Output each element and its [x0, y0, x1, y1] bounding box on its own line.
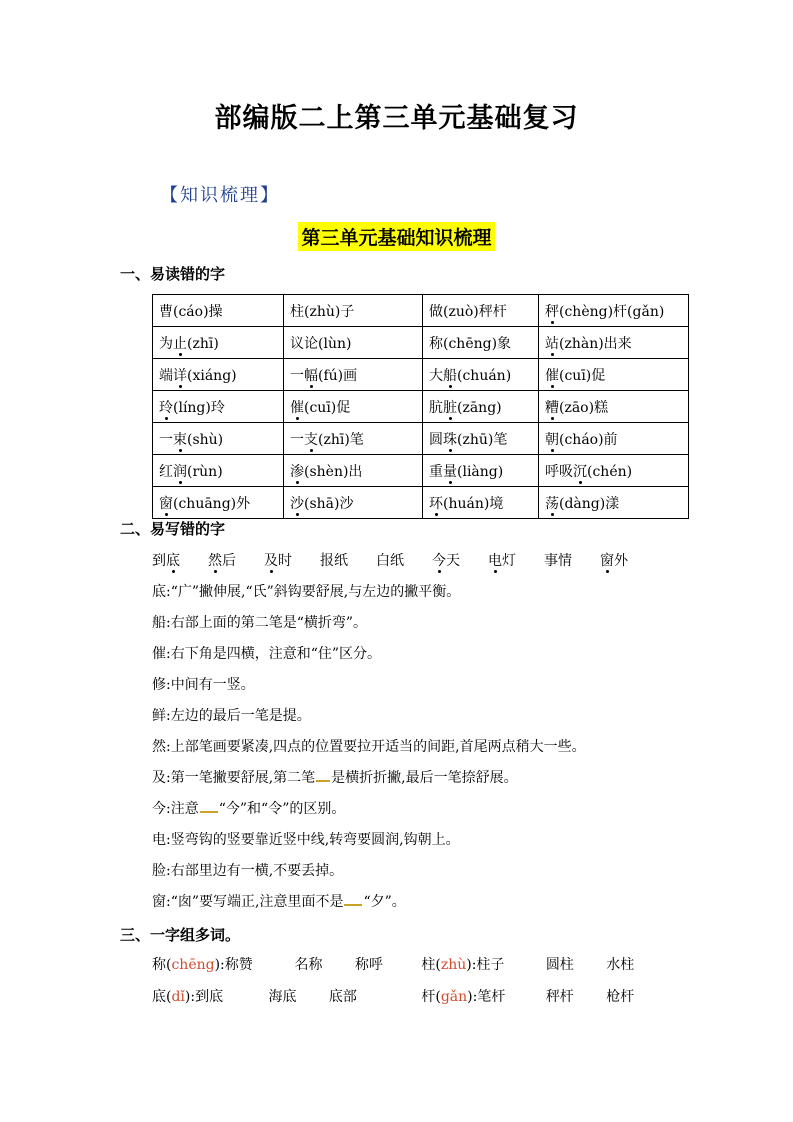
- dotted-char: 脏: [443, 397, 457, 417]
- dotted-char: 玲: [159, 397, 173, 417]
- word-item: [432, 550, 460, 570]
- note-line: [152, 829, 460, 849]
- note-line: [152, 767, 518, 787]
- cell-text: (zāo)糕: [559, 399, 609, 416]
- miswritten-words: [152, 550, 656, 570]
- dotted-char: 幅: [304, 365, 318, 385]
- note-text: 电:竖弯钩的竖要靠近竖中线,转弯要圆润,钩朝上。: [152, 832, 460, 848]
- note-text: 及:第一笔撇要舒展,第二笔: [152, 770, 316, 786]
- note-line: [152, 705, 311, 725]
- note-text: 今:注意: [152, 801, 199, 817]
- cell-text: (chuán): [457, 367, 512, 384]
- table-row: [153, 359, 689, 391]
- table-cell: [423, 295, 539, 327]
- section1-title: 一、易读错的字: [120, 265, 226, 283]
- word-group-head-1: 底(dǐ):到底: [152, 989, 224, 1005]
- dotted-char: 窗: [600, 550, 614, 570]
- cell-text: (huán)境: [443, 495, 504, 512]
- word-item: 海底: [268, 989, 297, 1005]
- cell-text: (chèng)杆(gǎn): [559, 303, 665, 320]
- dotted-char: 催: [290, 397, 304, 417]
- fill-blank: [344, 893, 362, 906]
- note-line: [152, 798, 345, 818]
- table-cell: [284, 455, 423, 487]
- cell-text: 一: [290, 367, 304, 384]
- table-row: [153, 423, 689, 455]
- word-item: 底部: [328, 989, 357, 1005]
- cell-text: 红: [159, 463, 173, 480]
- table-cell: [539, 487, 689, 519]
- table-cell: [539, 327, 689, 359]
- dotted-char: 渗: [290, 461, 304, 481]
- word-text: 到: [152, 553, 166, 569]
- word-item: [544, 550, 572, 570]
- cell-text: (cháo)前: [559, 431, 618, 448]
- word-group-line-1: [152, 954, 634, 974]
- dotted-char: 珠: [443, 429, 457, 449]
- dotted-char: 窗: [159, 493, 173, 513]
- note-text: 底:“广”撇伸展,“氏”斜钩要舒展,与左边的撇平衡。: [152, 584, 461, 600]
- fill-blank: [200, 800, 218, 813]
- cell-text: (rùn): [187, 463, 223, 480]
- table-cell: [423, 359, 539, 391]
- highlight-title-wrap: [0, 222, 793, 251]
- table-cell: [153, 423, 284, 455]
- note-line: [152, 736, 586, 756]
- table-cell: [539, 423, 689, 455]
- table-cell: [284, 423, 423, 455]
- table-row: [153, 295, 689, 327]
- dotted-char: 荡: [545, 493, 559, 513]
- note-line: [152, 612, 367, 632]
- note-text: 修:中间有一竖。: [152, 677, 255, 693]
- dotted-char: 沙: [290, 493, 304, 513]
- table-cell: [153, 359, 284, 391]
- word-text: 外: [614, 553, 628, 569]
- misread-table: [152, 294, 689, 519]
- table-cell: [284, 295, 423, 327]
- cell-text: 圆: [429, 431, 443, 448]
- dotted-char: 束: [173, 429, 187, 449]
- cell-text: 柱(zhù)子: [290, 303, 355, 320]
- table-row: [153, 327, 689, 359]
- note-line: [152, 860, 343, 880]
- note-text: 窗:“囱”要写端正,注意里面不是: [152, 894, 344, 910]
- cell-text: 一: [159, 431, 173, 448]
- word-item: [320, 550, 348, 570]
- fill-blank: [316, 769, 330, 782]
- cell-text: (shèn)出: [304, 463, 363, 480]
- table-cell: [539, 295, 689, 327]
- word-item: [488, 550, 516, 570]
- table-cell: [284, 327, 423, 359]
- word-text: 时: [278, 553, 292, 569]
- word-text: 报纸: [320, 553, 348, 569]
- dotted-char: 电: [488, 550, 502, 570]
- dotted-char: 秤: [545, 301, 559, 321]
- word-item: [264, 550, 292, 570]
- note-text: 催:右下角是四横，注意和“住”区分。: [152, 646, 382, 662]
- cell-text: (líng)玲: [173, 399, 225, 416]
- word-group-head-2: 杆(gǎn):笔杆: [421, 989, 506, 1005]
- dotted-char: 止: [173, 333, 187, 353]
- dotted-char: 支: [304, 429, 318, 449]
- note-text: “夕”。: [363, 894, 406, 910]
- word-item: 枪杆: [606, 989, 635, 1005]
- note-text: 然:上部笔画要紧凑,四点的位置要拉开适当的间距,首尾两点稍大一些。: [152, 739, 586, 755]
- table-cell: [423, 487, 539, 519]
- note-line: [152, 674, 255, 694]
- cell-text: (zhàn)出来: [559, 335, 632, 352]
- cell-text: (cuī)促: [559, 367, 606, 384]
- note-text: 鲜:左边的最后一笔是提。: [152, 708, 311, 724]
- cell-text: (zhū)笔: [457, 431, 508, 448]
- table-cell: [539, 455, 689, 487]
- cell-text: 大: [429, 367, 443, 384]
- dotted-char: 今: [432, 550, 446, 570]
- word-item: [208, 550, 236, 570]
- table-cell: [539, 391, 689, 423]
- dotted-char: 然: [208, 550, 222, 570]
- cell-text: (shù): [187, 431, 224, 448]
- cell-text: 肮: [429, 399, 443, 416]
- table-cell: [539, 359, 689, 391]
- page-title: 部编版二上第三单元基础复习: [214, 103, 579, 134]
- note-text: “今”和“令”的区别。: [218, 801, 346, 817]
- word-text: 后: [222, 553, 236, 569]
- table-cell: [284, 359, 423, 391]
- dotted-char: 详: [173, 365, 187, 385]
- cell-text: (shā)沙: [304, 495, 354, 512]
- table-cell: [153, 455, 284, 487]
- table-cell: [153, 327, 284, 359]
- cell-text: 一: [290, 431, 304, 448]
- cell-text: (liàng): [457, 463, 504, 480]
- table-row: [153, 487, 689, 519]
- dotted-char: 底: [166, 550, 180, 570]
- word-text: 天: [446, 553, 460, 569]
- cell-text: (fú)画: [318, 367, 358, 384]
- word-group-head-1: 称(chēng):称赞: [152, 957, 253, 973]
- table-cell: [153, 295, 284, 327]
- cell-text: 重: [429, 463, 443, 480]
- cell-text: (dàng)漾: [559, 495, 620, 512]
- note-text: 是横折折撇,最后一笔捺舒展。: [331, 770, 518, 786]
- cell-text: 端: [159, 367, 173, 384]
- note-line: [152, 891, 406, 911]
- word-text: 白纸: [376, 553, 404, 569]
- word-group-head-2: 柱(zhù):柱子: [421, 957, 505, 973]
- note-text: 脸:右部里边有一横,不要丢掉。: [152, 863, 344, 879]
- note-line: [152, 643, 381, 663]
- word-item: 水柱: [606, 957, 635, 973]
- word-item: 秤杆: [545, 989, 574, 1005]
- cell-text: 做(zuò)秤杆: [429, 303, 507, 320]
- cell-text: (xiáng): [187, 367, 237, 384]
- table-row: [153, 455, 689, 487]
- section2-title: 二、易写错的字: [120, 520, 226, 538]
- word-item: 称呼: [354, 957, 383, 973]
- note-text: 船:右部上面的第二笔是“横折弯”。: [152, 615, 368, 631]
- table-cell: [153, 391, 284, 423]
- dotted-char: 沉: [573, 461, 587, 481]
- cell-text: (chuāng)外: [173, 495, 251, 512]
- knowledge-heading: 【知识梳理】: [160, 185, 280, 206]
- word-text: 事情: [544, 553, 572, 569]
- word-item: 名称: [294, 957, 323, 973]
- cell-text: (zhī)笔: [318, 431, 364, 448]
- table-cell: [284, 391, 423, 423]
- word-item: [152, 550, 180, 570]
- cell-text: 为: [159, 335, 173, 352]
- section3-title: 三、一字组多词。: [120, 926, 241, 944]
- cell-text: (cuī)促: [304, 399, 351, 416]
- dotted-char: 朝: [545, 429, 559, 449]
- word-text: 灯: [502, 553, 516, 569]
- table-cell: [423, 391, 539, 423]
- word-item: [600, 550, 628, 570]
- dotted-char: 糟: [545, 397, 559, 417]
- table-cell: [423, 327, 539, 359]
- cell-text: (zāng): [457, 399, 502, 416]
- table-cell: [153, 487, 284, 519]
- dotted-char: 及: [264, 550, 278, 570]
- table-cell: [284, 487, 423, 519]
- dotted-char: 站: [545, 333, 559, 353]
- table-row: [153, 391, 689, 423]
- word-item: [376, 550, 404, 570]
- word-item: 圆柱: [545, 957, 574, 973]
- cell-text: 议论(lùn): [290, 335, 352, 352]
- dotted-char: 润: [173, 461, 187, 481]
- word-group-line-2: [152, 986, 634, 1006]
- dotted-char: 环: [429, 493, 443, 513]
- cell-text: 曹(cáo)操: [159, 303, 223, 320]
- dotted-char: 船: [443, 365, 457, 385]
- dotted-char: 量: [443, 461, 457, 481]
- cell-text: 呼吸: [545, 463, 573, 480]
- note-line: [152, 581, 460, 601]
- dotted-char: 催: [545, 365, 559, 385]
- cell-text: 称(chēng)象: [429, 335, 512, 352]
- highlight-title: 第三单元基础知识梳理: [298, 222, 494, 251]
- table-cell: [423, 423, 539, 455]
- cell-text: (chén): [587, 463, 633, 480]
- cell-text: (zhī): [187, 335, 219, 352]
- table-cell: [423, 455, 539, 487]
